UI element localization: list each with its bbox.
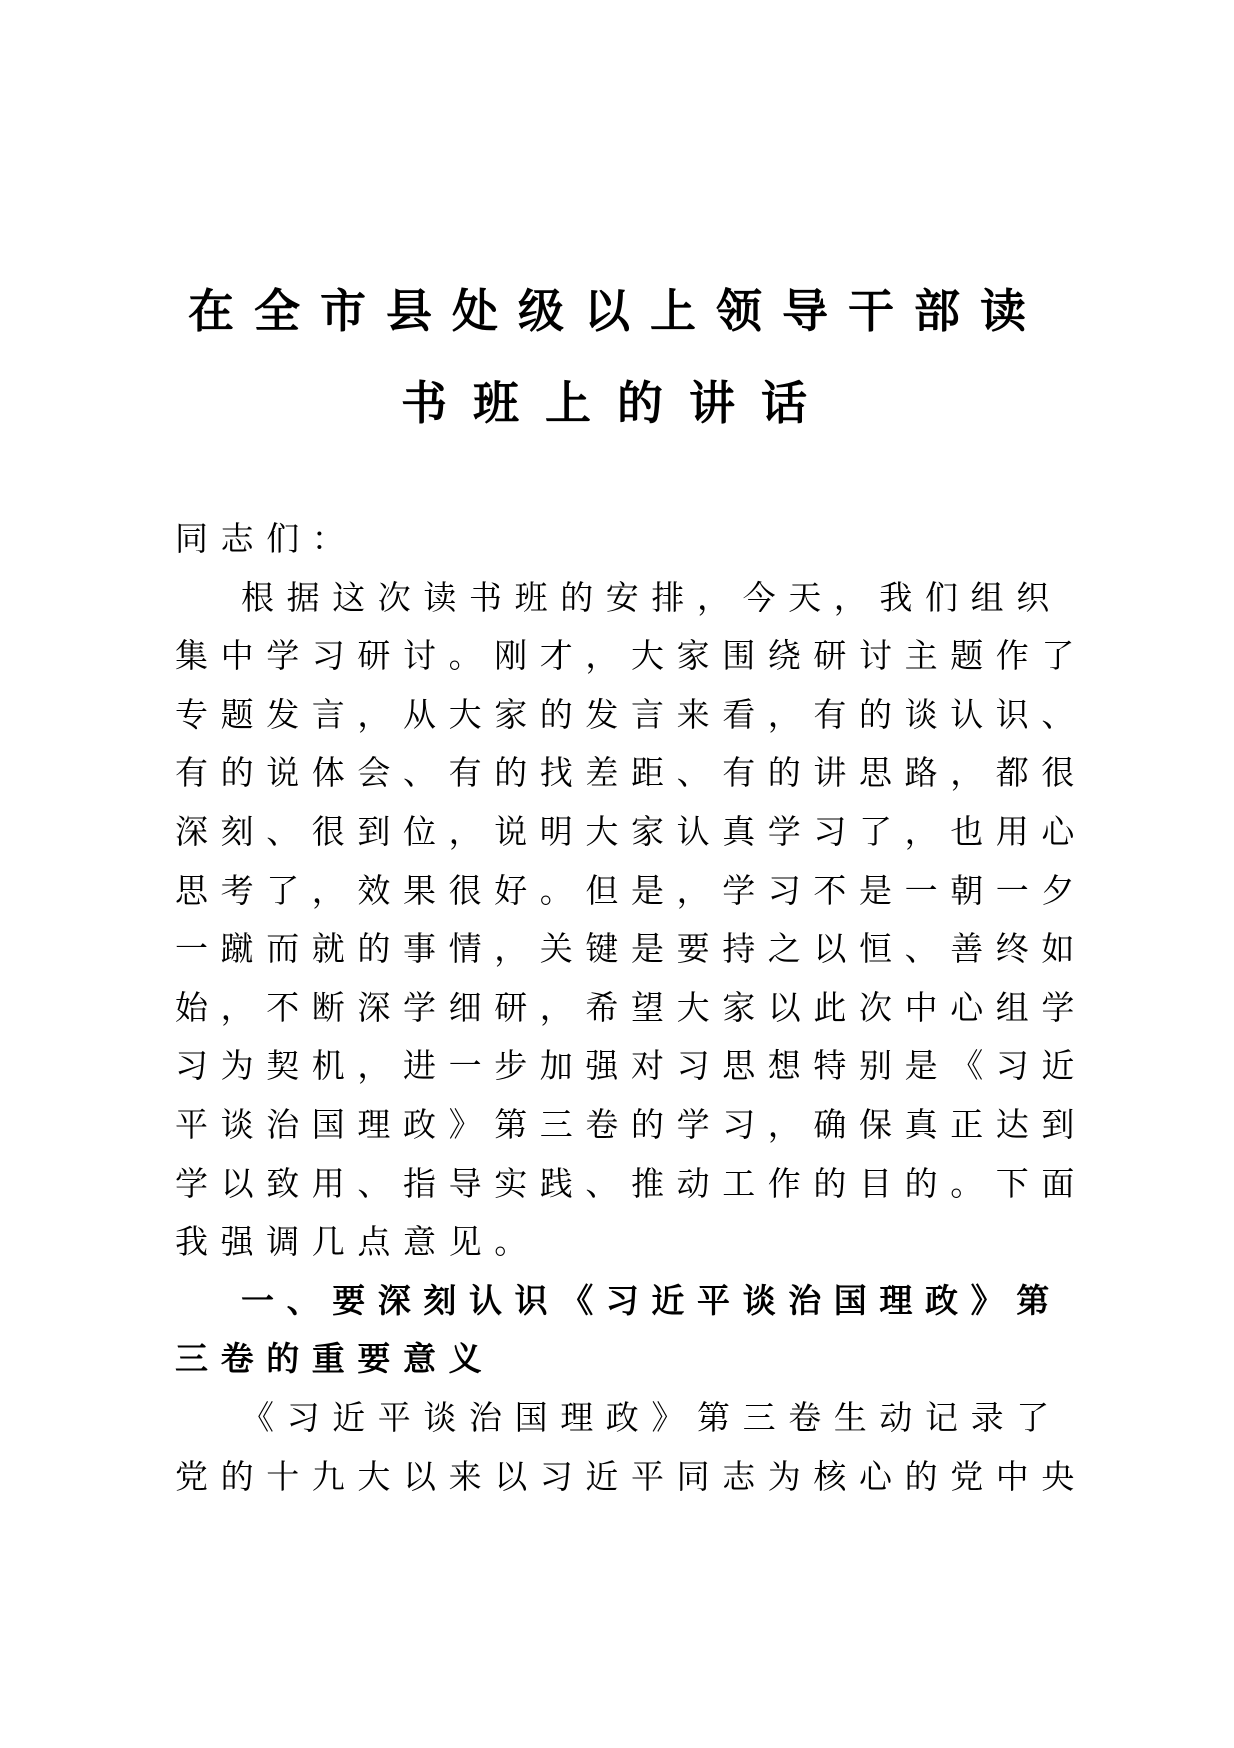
body-line: 我强调几点意见。 (175, 1222, 540, 1262)
body-line: 《习近平谈治国理政》第三卷生动记录了 (241, 1397, 1062, 1437)
body-line: 习为契机，进一步加强对习思想特别是《习近 (175, 1046, 1087, 1086)
body-line: 集中学习研讨。刚才，大家围绕研讨主题作了 (175, 636, 1087, 676)
body-line: 思考了，效果很好。但是，学习不是一朝一夕 (175, 870, 1087, 910)
body-line: 平谈治国理政》第三卷的学习，确保真正达到 (175, 1104, 1087, 1144)
body-line: 党的十九大以来以习近平同志为核心的党中央 (175, 1456, 1087, 1496)
body-line: 深刻、很到位，说明大家认真学习了，也用心 (175, 811, 1087, 851)
body-line: 学以致用、指导实践、推动工作的目的。下面 (175, 1163, 1087, 1203)
body-line: 一蹴而就的事情，关键是要持之以恒、善终如 (175, 929, 1087, 969)
document-title-line-1: 在全市县处级以上领导干部读 (188, 284, 1046, 338)
document-title-line-2: 书班上的讲话 (401, 376, 833, 430)
body-line: 专题发言，从大家的发言来看，有的谈认识、 (175, 694, 1087, 734)
section-heading: 一、要深刻认识《习近平谈治国理政》第 (241, 1280, 1062, 1320)
section-heading: 三卷的重要意义 (175, 1339, 495, 1379)
body-line: 始，不断深学细研，希望大家以此次中心组学 (175, 987, 1087, 1027)
salutation: 同志们： (175, 519, 358, 558)
body-line: 根据这次读书班的安排，今天，我们组织 (241, 577, 1062, 617)
body-line: 有的说体会、有的找差距、有的讲思路，都很 (175, 753, 1087, 793)
document-body (175, 510, 1087, 1506)
